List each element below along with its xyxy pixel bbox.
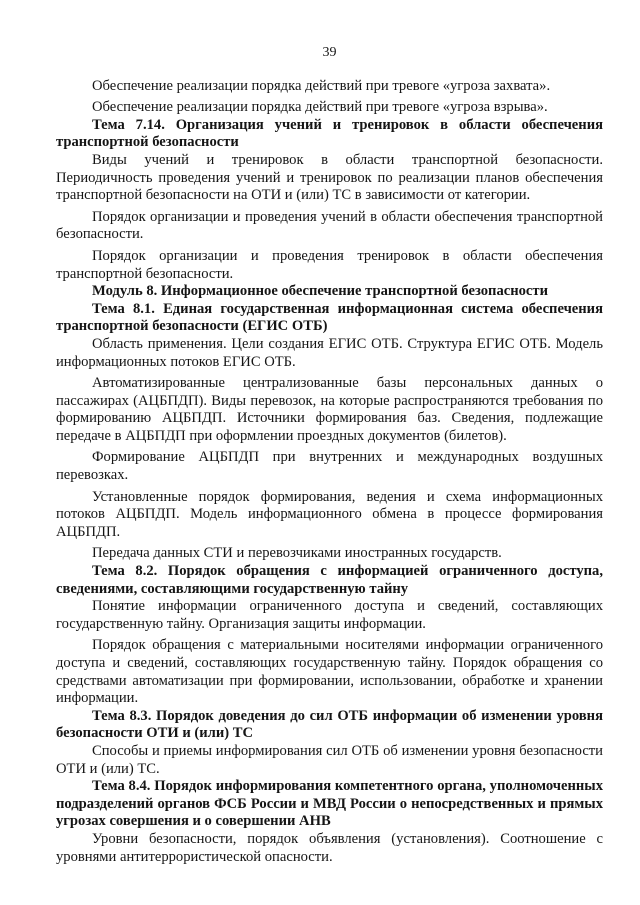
section-heading: Модуль 8. Информационное обеспечение транспортной безопасности: [92, 283, 548, 300]
section-heading: Тема 8.1. Единая государственная информационная система обеспечения транспортной безопасности (ЕГИС ОТБ): [56, 300, 603, 335]
section-heading: Тема 8.3. Порядок доведения до сил ОТБ информации об изменении уровня безопасности ОТИ и (или) ТС: [56, 707, 603, 742]
body-paragraph: Обеспечение реализации порядка действий при тревоге «угроза захвата».: [92, 77, 551, 94]
section-heading: Тема 8.2. Порядок обращения с информацией ограниченного доступа, сведениями, составляющими государственную тайну: [56, 563, 603, 597]
document-page: [56, 44, 603, 866]
body-paragraph: Уровни безопасности, порядок объявления (установления). Соотношение с уровнями антитеррористической опасности.: [56, 830, 603, 865]
document-body: [56, 78, 603, 867]
body-paragraph: Установленные порядок формирования, ведения и схема информационных потоков АЦБПДП. Модель информационного обмена в процессе формирования АЦБПДП.: [56, 488, 603, 540]
body-paragraph: Порядок организации и проведения тренировок в области обеспечения транспортной безопасности.: [56, 247, 603, 282]
body-paragraph: Понятие информации ограниченного доступа и сведений, составляющих государственную тайну. Организация защиты информации.: [56, 598, 603, 632]
body-paragraph: Область применения. Цели создания ЕГИС ОТБ. Структура ЕГИС ОТБ. Модель информационных потоков ЕГИС ОТБ.: [56, 335, 603, 370]
body-paragraph: Способы и приемы информирования сил ОТБ об изменении уровня безопасности ОТИ и (или) ТС.: [56, 742, 603, 777]
body-paragraph: Порядок обращения с материальными носителями информации ограниченного доступа и сведений, составляющих государственную тайну. Порядок обращения со средствами автоматизации при формировании, использовании, обработке и хранении информации.: [56, 637, 603, 707]
section-heading: Тема 7.14. Организация учений и тренировок в области обеспечения транспортной безопасности: [56, 116, 603, 151]
body-paragraph: Обеспечение реализации порядка действий при тревоге «угроза взрыва».: [92, 99, 548, 116]
body-paragraph: Виды учений и тренировок в области транспортной безопасности. Периодичность проведения учений и тренировок по реализации планов обеспечения транспортной безопасности на ОТИ и (или) ТС в зависимости от категории.: [56, 151, 603, 204]
body-paragraph: Формирование АЦБПДП при внутренних и международных воздушных перевозках.: [56, 449, 603, 484]
body-paragraph: Автоматизированные централизованные базы персональных данных о пассажирах (АЦБПДП). Виды перевозок, на которые распространяются требования по формированию АЦБПДП. Источники формирования баз. Сведения, подлежащие передаче в АЦБПДП при оформлении проездных документов (билетов).: [56, 375, 603, 444]
section-heading: Тема 8.4. Порядок информирования компетентного органа, уполномоченных подразделений органов ФСБ России и МВД России о непосредственных и прямых угрозах совершения и о совершении АНВ: [56, 778, 603, 830]
body-paragraph: Порядок организации и проведения учений в области обеспечения транспортной безопасности.: [56, 208, 603, 243]
body-paragraph: Передача данных СТИ и перевозчиками иностранных государств.: [92, 545, 502, 562]
page-number: 39: [322, 45, 337, 60]
